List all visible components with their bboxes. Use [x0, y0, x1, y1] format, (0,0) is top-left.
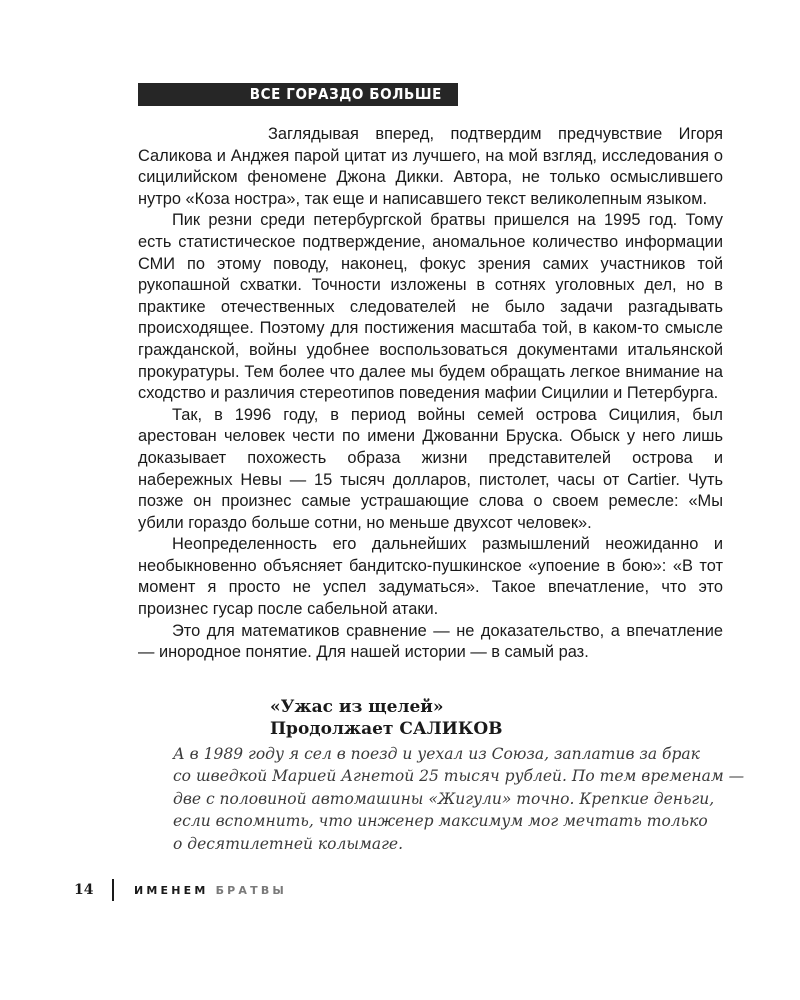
book-title	[134, 884, 287, 897]
section-heading	[270, 696, 503, 740]
quote-line: со шведкой Марией Агнетой 25 тысяч рублей. По тем временам —	[173, 767, 745, 786]
running-header-title: ВСЕ ГОРАЗДО БОЛЬШЕ	[249, 85, 442, 103]
paragraph: Неопределенность его дальнейших размышлений неожиданно и необыкновенно объясняет бандитско-пушкинское «упоение в бою»: «В тот момент я просто не успел задуматься». Такое впечатление, что это произнес гусар после сабельной атаки.	[138, 535, 723, 619]
quote-line: о десятилетней колымаге.	[173, 834, 404, 853]
page-number: 14	[74, 882, 94, 898]
italic-quote	[173, 743, 745, 855]
footer-divider	[112, 879, 114, 901]
page-footer	[74, 880, 287, 900]
paragraph: Это для математиков сравнение — не доказательство, а впечатление — инородное понятие. Для нашей истории — в самый раз.	[138, 621, 723, 662]
main-text	[138, 124, 723, 664]
quote-line: две с половиной автомашины «Жигули» точно. Крепкие деньги,	[173, 789, 715, 808]
section-title-line2: Продолжает САЛИКОВ	[270, 719, 503, 739]
quote-line: если вспомнить, что инженер максимум мог мечтать только	[173, 812, 708, 831]
paragraph: Так, в 1996 году, в период войны семей острова Сицилия, был арестован человек чести по имени Джованни Бруска. Обыск у него лишь доказывает похожесть образа жизни представителей острова и набережных Невы — 15 тысяч долларов, пистолет, часы от Cartier. Чуть позже он произнес самые устрашающие слова о своем ремесле: «Мы убили гораздо больше сотни, но меньше двухсот человек».	[138, 405, 723, 532]
running-header-bar	[138, 83, 458, 106]
book-title-part2: БРАТВЫ	[215, 883, 288, 897]
paragraph: Пик резни среди петербургской братвы пришелся на 1995 год. Тому есть статистическое подтверждение, аномальное количество информации СМИ по этому поводу, наконец, фокус зрения самих участников той рукопашной схватки. Точности изложены в сотнях уголовных дел, но в практике отечественных следователей не было задачи разгадывать происходящее. Поэтому для постижения масштаба той, в каком-то смысле гражданской, войны удобнее воспользоваться документами итальянской прокуратуры. Тем более что далее мы будем обращать легкое внимание на сходство и различия стереотипов поведения мафии Сицилии и Петербурга.	[138, 211, 723, 403]
paragraph: Заглядывая вперед, подтвердим предчувствие Игоря Саликова и Анджея парой цитат из лучшего, на мой взгляд, исследования о сицилийском феномене Джона Дикки. Автора, не только осмыслившего нутро «Коза ностра», так еще и написавшего текст великолепным языком.	[138, 125, 723, 208]
section-title-line1: «Ужас из щелей»	[270, 697, 444, 717]
book-title-part1: ИМЕНЕМ	[134, 883, 209, 897]
quote-line: А в 1989 году я сел в поезд и уехал из Союза, заплатив за брак	[173, 745, 700, 763]
